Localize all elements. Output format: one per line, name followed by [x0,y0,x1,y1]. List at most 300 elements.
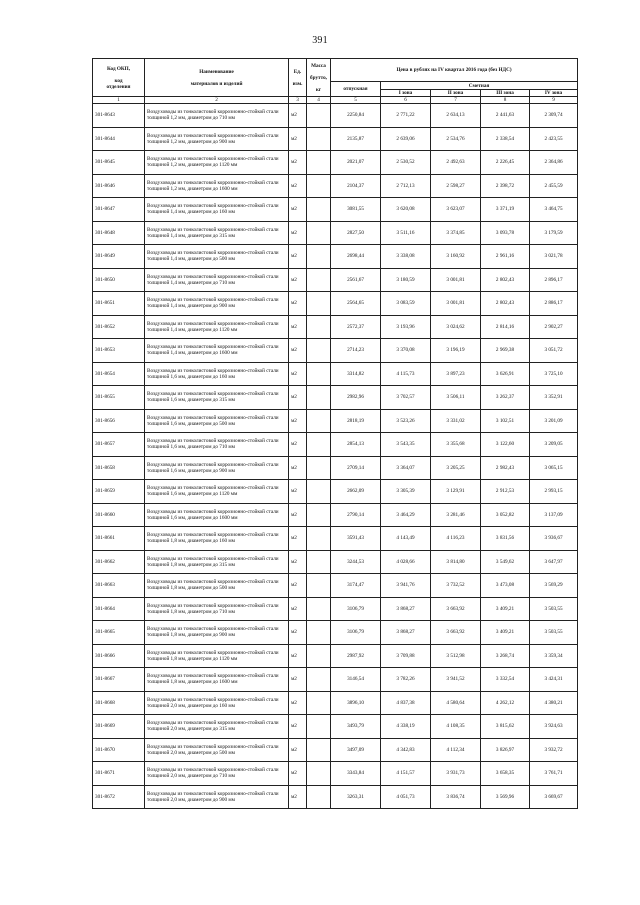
row-price-zone-4: 3 936,67 [530,527,578,551]
row-price-otpusknaya: 2250,84 [331,104,381,128]
row-price-otpusknaya: 2854,13 [331,433,381,457]
row-name: Воздуховоды из тонколистовой коррозионно-стойкой стали толщиной 2,0 мм, диаметром до 160 мм [145,691,289,715]
row-price-zone-1: 3 709,88 [381,644,431,668]
row-code: 301-8665 [93,621,145,645]
row-price-zone-4: 2 886,17 [530,292,578,316]
row-price-zone-2: 3 281,46 [431,503,481,527]
row-code: 301-8664 [93,597,145,621]
row-unit: м2 [289,221,307,245]
column-number: 2 [145,97,289,104]
row-code: 301-8668 [93,691,145,715]
column-number: 9 [530,97,578,104]
table-row [93,409,578,433]
row-price-zone-1: 3 083,59 [381,292,431,316]
column-number: 6 [381,97,431,104]
row-price-zone-3: 2 912,53 [481,480,530,504]
row-price-zone-2: 3 355,68 [431,433,481,457]
row-price-zone-4: 2 896,17 [530,268,578,292]
row-unit: м2 [289,621,307,645]
row-code: 301-8645 [93,151,145,175]
row-unit: м2 [289,198,307,222]
row-mass [307,198,331,222]
row-unit: м2 [289,762,307,786]
row-price-otpusknaya: 2698,44 [331,245,381,269]
row-price-zone-2: 3 897,23 [431,362,481,386]
row-code: 301-8648 [93,221,145,245]
row-name: Воздуховоды из тонколистовой коррозионно-стойкой стали толщиной 2,0 мм, диаметром до 315 мм [145,715,289,739]
row-price-otpusknaya: 2564,65 [331,292,381,316]
row-unit: м2 [289,456,307,480]
row-name: Воздуховоды из тонколистовой коррозионно-стойкой стали толщиной 1,8 мм, диаметром до 160 мм [145,527,289,551]
row-code: 301-8656 [93,409,145,433]
row-price-otpusknaya: 2818,19 [331,409,381,433]
row-price-zone-4: 3 179,59 [530,221,578,245]
table-row [93,715,578,739]
page-number: 391 [312,35,328,46]
row-unit: м2 [289,691,307,715]
table-row [93,527,578,551]
row-price-zone-4: 2 364,86 [530,151,578,175]
row-code: 301-8643 [93,104,145,128]
row-code: 301-8651 [93,292,145,316]
row-unit: м2 [289,480,307,504]
row-price-zone-3: 3 268,74 [481,644,530,668]
row-price-zone-3: 2 226,45 [481,151,530,175]
row-price-zone-4: 3 051,72 [530,339,578,363]
row-price-zone-2: 4 112,34 [431,738,481,762]
row-price-zone-1: 3 180,59 [381,268,431,292]
row-price-zone-3: 2 802,43 [481,268,530,292]
row-mass [307,644,331,668]
header-name: Наименование материалов и изделий [145,59,289,97]
table-row [93,550,578,574]
row-price-otpusknaya: 3146,54 [331,668,381,692]
row-unit: м2 [289,527,307,551]
row-unit: м2 [289,644,307,668]
row-mass [307,104,331,128]
row-name: Воздуховоды из тонколистовой коррозионно-стойкой стали толщиной 1,8 мм, диаметром до 710 мм [145,597,289,621]
row-unit: м2 [289,550,307,574]
header-zone-1: I зона [381,90,431,97]
row-code: 301-8649 [93,245,145,269]
row-price-zone-2: 3 331,02 [431,409,481,433]
table-row [93,127,578,151]
row-name: Воздуховоды из тонколистовой коррозионно-стойкой стали толщиной 2,0 мм, диаметром до 900 мм [145,785,289,809]
row-price-otpusknaya: 2987,92 [331,644,381,668]
row-price-otpusknaya: 3591,43 [331,527,381,551]
table-row [93,339,578,363]
row-code: 301-8654 [93,362,145,386]
row-price-zone-1: 3 620,08 [381,198,431,222]
row-mass [307,433,331,457]
header-smetnaya: Сметная [381,82,578,90]
row-mass [307,621,331,645]
row-price-zone-4: 3 201,09 [530,409,578,433]
row-price-zone-2: 3 205,25 [431,456,481,480]
column-number: 3 [289,97,307,104]
row-price-zone-4: 3 503,55 [530,597,578,621]
row-unit: м2 [289,339,307,363]
row-name: Воздуховоды из тонколистовой коррозионно-стойкой стали толщиной 1,2 мм, диаметром до 900 мм [145,127,289,151]
row-code: 301-8659 [93,480,145,504]
row-mass [307,456,331,480]
row-price-zone-1: 3 193,96 [381,315,431,339]
row-price-zone-4: 2 993,15 [530,480,578,504]
row-price-zone-4: 3 065,15 [530,456,578,480]
row-name: Воздуховоды из тонколистовой коррозионно-стойкой стали толщиной 1,4 мм, диаметром до 710 мм [145,268,289,292]
row-price-zone-3: 3 815,62 [481,715,530,739]
row-name: Воздуховоды из тонколистовой коррозионно-стойкой стали толщиной 1,6 мм, диаметром до 1600 мм [145,503,289,527]
row-name: Воздуховоды из тонколистовой коррозионно-стойкой стали толщиной 1,2 мм, диаметром до 710 мм [145,104,289,128]
table-row [93,597,578,621]
row-mass [307,527,331,551]
row-price-otpusknaya: 2135,87 [331,127,381,151]
row-price-otpusknaya: 3896,10 [331,691,381,715]
row-mass [307,315,331,339]
row-price-zone-2: 3 931,73 [431,762,481,786]
column-number: 7 [431,97,481,104]
row-code: 301-8647 [93,198,145,222]
row-price-zone-3: 3 262,37 [481,386,530,410]
row-mass [307,597,331,621]
row-price-zone-3: 3 052,82 [481,503,530,527]
column-number: 8 [481,97,530,104]
row-price-otpusknaya: 3244,53 [331,550,381,574]
column-number: 4 [307,97,331,104]
row-mass [307,292,331,316]
row-price-zone-3: 3 093,78 [481,221,530,245]
row-mass [307,668,331,692]
header-otpusknaya: отпускная [331,82,381,97]
row-price-zone-1: 3 702,57 [381,386,431,410]
header-mass: Масса брутто, кг [307,59,331,97]
row-mass [307,691,331,715]
table-row [93,503,578,527]
row-code: 301-8658 [93,456,145,480]
row-price-zone-2: 3 374,85 [431,221,481,245]
row-price-zone-1: 4 051,73 [381,785,431,809]
row-name: Воздуховоды из тонколистовой коррозионно-стойкой стали толщиной 1,8 мм, диаметром до 1120 мм [145,644,289,668]
row-price-zone-4: 3 569,29 [530,574,578,598]
row-price-zone-2: 3 663,92 [431,621,481,645]
row-price-zone-2: 3 160,92 [431,245,481,269]
row-name: Воздуховоды из тонколистовой коррозионно-стойкой стали толщиной 1,6 мм, диаметром до 315 мм [145,386,289,410]
row-mass [307,362,331,386]
row-price-zone-4: 3 352,91 [530,386,578,410]
row-price-zone-2: 2 492,63 [431,151,481,175]
row-price-zone-1: 2 530,52 [381,151,431,175]
row-mass [307,245,331,269]
table-row [93,456,578,480]
row-unit: м2 [289,738,307,762]
row-mass [307,409,331,433]
row-price-otpusknaya: 2790,14 [331,503,381,527]
row-price-otpusknaya: 3343,84 [331,762,381,786]
row-unit: м2 [289,433,307,457]
row-price-zone-4: 3 359,34 [530,644,578,668]
row-unit: м2 [289,315,307,339]
row-code: 301-8663 [93,574,145,598]
row-unit: м2 [289,174,307,198]
row-price-zone-3: 2 961,16 [481,245,530,269]
table-row [93,362,578,386]
row-name: Воздуховоды из тонколистовой коррозионно-стойкой стали толщиной 2,0 мм, диаметром до 710 мм [145,762,289,786]
row-code: 301-8655 [93,386,145,410]
row-code: 301-8646 [93,174,145,198]
row-price-zone-1: 4 151,57 [381,762,431,786]
row-price-zone-4: 3 647,97 [530,550,578,574]
row-price-zone-4: 3 464,75 [530,198,578,222]
row-price-otpusknaya: 2709,14 [331,456,381,480]
row-unit: м2 [289,409,307,433]
row-mass [307,174,331,198]
row-price-otpusknaya: 3493,79 [331,715,381,739]
row-price-zone-4: 2 423,55 [530,127,578,151]
table-row [93,198,578,222]
row-price-zone-1: 2 639,06 [381,127,431,151]
row-price-zone-3: 3 831,56 [481,527,530,551]
row-price-otpusknaya: 2021,07 [331,151,381,175]
table-row [93,104,578,128]
row-name: Воздуховоды из тонколистовой коррозионно-стойкой стали толщиной 1,6 мм, диаметром до 900 мм [145,456,289,480]
row-unit: м2 [289,292,307,316]
row-price-zone-4: 3 021,78 [530,245,578,269]
table-row [93,762,578,786]
header-unit: Ед. изм. [289,59,307,97]
row-price-zone-2: 2 534,76 [431,127,481,151]
row-mass [307,715,331,739]
row-price-otpusknaya: 2714,23 [331,339,381,363]
table-row [93,315,578,339]
row-name: Воздуховоды из тонколистовой коррозионно-стойкой стали толщиной 1,4 мм, диаметром до 500 мм [145,245,289,269]
row-price-zone-1: 3 782,26 [381,668,431,692]
row-price-zone-2: 3 129,91 [431,480,481,504]
row-price-zone-3: 3 549,62 [481,550,530,574]
row-price-zone-2: 3 506,11 [431,386,481,410]
row-price-zone-1: 3 868,27 [381,597,431,621]
row-code: 301-8650 [93,268,145,292]
row-price-zone-4: 2 902,27 [530,315,578,339]
row-code: 301-8657 [93,433,145,457]
row-price-otpusknaya: 2827,50 [331,221,381,245]
row-price-zone-4: 4 380,21 [530,691,578,715]
row-price-zone-3: 3 826,97 [481,738,530,762]
row-code: 301-8672 [93,785,145,809]
row-price-zone-1: 3 464,29 [381,503,431,527]
header-zone-4: IV зона [530,90,578,97]
row-price-zone-3: 2 969,38 [481,339,530,363]
row-price-otpusknaya: 3263,31 [331,785,381,809]
row-price-zone-2: 3 024,62 [431,315,481,339]
row-price-zone-1: 3 364,07 [381,456,431,480]
row-price-zone-3: 3 569,96 [481,785,530,809]
header-price-title: Цена в рублях на IV квартал 2016 года (без НДС) [331,59,578,82]
row-name: Воздуховоды из тонколистовой коррозионно-стойкой стали толщиной 1,6 мм, диаметром до 710 мм [145,433,289,457]
row-price-otpusknaya: 2662,09 [331,480,381,504]
row-price-zone-2: 2 634,13 [431,104,481,128]
row-price-otpusknaya: 2561,67 [331,268,381,292]
row-price-zone-1: 4 338,19 [381,715,431,739]
row-mass [307,762,331,786]
row-code: 301-8670 [93,738,145,762]
row-price-zone-4: 3 761,71 [530,762,578,786]
row-price-zone-2: 2 598,27 [431,174,481,198]
row-price-zone-3: 2 398,72 [481,174,530,198]
row-price-zone-2: 3 836,74 [431,785,481,809]
table-row [93,621,578,645]
row-price-zone-4: 3 669,67 [530,785,578,809]
row-price-zone-1: 4 115,73 [381,362,431,386]
table-row [93,245,578,269]
row-code: 301-8661 [93,527,145,551]
row-price-zone-3: 2 982,43 [481,456,530,480]
header-zone-3: III зона [481,90,530,97]
row-price-zone-1: 2 771,22 [381,104,431,128]
row-price-zone-2: 3 001,81 [431,292,481,316]
row-name: Воздуховоды из тонколистовой коррозионно-стойкой стали толщиной 1,8 мм, диаметром до 900 мм [145,621,289,645]
row-mass [307,386,331,410]
row-unit: м2 [289,104,307,128]
row-code: 301-8669 [93,715,145,739]
table-row [93,221,578,245]
row-price-zone-3: 3 332,54 [481,668,530,692]
row-mass [307,738,331,762]
row-price-zone-1: 3 523,26 [381,409,431,433]
row-name: Воздуховоды из тонколистовой коррозионно-стойкой стали толщиной 1,4 мм, диаметром до 900 мм [145,292,289,316]
row-price-otpusknaya: 3314,82 [331,362,381,386]
row-unit: м2 [289,503,307,527]
table-row [93,292,578,316]
row-name: Воздуховоды из тонколистовой коррозионно-стойкой стали толщиной 1,8 мм, диаметром до 500 мм [145,574,289,598]
row-unit: м2 [289,386,307,410]
row-price-zone-3: 2 814,16 [481,315,530,339]
row-mass [307,503,331,527]
row-code: 301-8666 [93,644,145,668]
row-price-zone-2: 3 663,92 [431,597,481,621]
row-price-zone-4: 3 424,31 [530,668,578,692]
row-price-zone-4: 2 455,59 [530,174,578,198]
table-row [93,644,578,668]
row-unit: м2 [289,268,307,292]
row-price-zone-2: 3 196,19 [431,339,481,363]
row-price-zone-4: 3 924,63 [530,715,578,739]
row-price-zone-1: 3 868,27 [381,621,431,645]
row-unit: м2 [289,668,307,692]
row-price-zone-3: 3 102,51 [481,409,530,433]
table-row [93,738,578,762]
row-mass [307,480,331,504]
row-price-zone-2: 3 941,52 [431,668,481,692]
row-price-zone-1: 2 712,13 [381,174,431,198]
row-price-zone-3: 2 441,63 [481,104,530,128]
row-name: Воздуховоды из тонколистовой коррозионно-стойкой стали толщиной 2,0 мм, диаметром до 500 мм [145,738,289,762]
row-unit: м2 [289,574,307,598]
column-number: 1 [93,97,145,104]
row-mass [307,785,331,809]
row-price-otpusknaya: 3106,79 [331,597,381,621]
table-body [93,104,578,809]
row-price-zone-3: 3 409,21 [481,597,530,621]
row-name: Воздуховоды из тонколистовой коррозионно-стойкой стали толщиной 1,4 мм, диаметром до 1120 мм [145,315,289,339]
row-price-zone-4: 3 503,55 [530,621,578,645]
row-price-zone-1: 4 837,38 [381,691,431,715]
row-price-zone-3: 2 338,54 [481,127,530,151]
table-row [93,668,578,692]
table-row [93,785,578,809]
row-mass [307,268,331,292]
table-row [93,691,578,715]
row-price-otpusknaya: 3174,47 [331,574,381,598]
row-price-zone-3: 3 122,60 [481,433,530,457]
row-mass [307,221,331,245]
row-name: Воздуховоды из тонколистовой коррозионно-стойкой стали толщиной 1,6 мм, диаметром до 500 мм [145,409,289,433]
row-price-otpusknaya: 2572,37 [331,315,381,339]
row-price-zone-1: 3 305,39 [381,480,431,504]
table-row [93,151,578,175]
row-name: Воздуховоды из тонколистовой коррозионно-стойкой стали толщиной 1,6 мм, диаметром до 160 мм [145,362,289,386]
row-price-zone-1: 3 370,08 [381,339,431,363]
row-price-otpusknaya: 3081,55 [331,198,381,222]
row-unit: м2 [289,715,307,739]
row-name: Воздуховоды из тонколистовой коррозионно-стойкой стали толщиной 1,4 мм, диаметром до 160 мм [145,198,289,222]
row-price-otpusknaya: 2104,37 [331,174,381,198]
row-price-zone-1: 4 028,66 [381,550,431,574]
row-price-zone-3: 3 371,19 [481,198,530,222]
column-number-row [93,97,578,104]
row-code: 301-8667 [93,668,145,692]
table-row [93,480,578,504]
table-row [93,268,578,292]
row-price-zone-1: 4 143,49 [381,527,431,551]
row-mass [307,127,331,151]
table-row [93,574,578,598]
row-mass [307,550,331,574]
row-mass [307,574,331,598]
row-name: Воздуховоды из тонколистовой коррозионно-стойкой стали толщиной 1,2 мм, диаметром до 1120 мм [145,151,289,175]
row-unit: м2 [289,127,307,151]
row-price-zone-1: 3 338,08 [381,245,431,269]
row-code: 301-8653 [93,339,145,363]
column-number: 5 [331,97,381,104]
row-name: Воздуховоды из тонколистовой коррозионно-стойкой стали толщиной 1,2 мм, диаметром до 1600 мм [145,174,289,198]
row-unit: м2 [289,151,307,175]
row-price-zone-3: 3 409,21 [481,621,530,645]
row-code: 301-8671 [93,762,145,786]
row-name: Воздуховоды из тонколистовой коррозионно-стойкой стали толщиной 1,6 мм, диаметром до 1120 мм [145,480,289,504]
row-price-zone-1: 3 511,16 [381,221,431,245]
table-row [93,433,578,457]
row-price-zone-2: 3 512,98 [431,644,481,668]
table-row [93,386,578,410]
row-unit: м2 [289,362,307,386]
row-price-zone-3: 4 262,12 [481,691,530,715]
row-name: Воздуховоды из тонколистовой коррозионно-стойкой стали толщиной 1,8 мм, диаметром до 1600 мм [145,668,289,692]
row-price-zone-1: 3 941,76 [381,574,431,598]
row-price-zone-4: 2 309,74 [530,104,578,128]
row-price-otpusknaya: 3106,79 [331,621,381,645]
row-price-zone-4: 3 725,10 [530,362,578,386]
header-code: Код ОКП, код отделения [93,59,145,97]
row-code: 301-8660 [93,503,145,527]
row-unit: м2 [289,245,307,269]
row-price-zone-3: 2 802,43 [481,292,530,316]
table-row [93,174,578,198]
row-price-zone-2: 4 108,35 [431,715,481,739]
row-price-zone-2: 3 732,52 [431,574,481,598]
price-table [92,58,578,809]
row-price-zone-1: 4 342,83 [381,738,431,762]
row-mass [307,339,331,363]
